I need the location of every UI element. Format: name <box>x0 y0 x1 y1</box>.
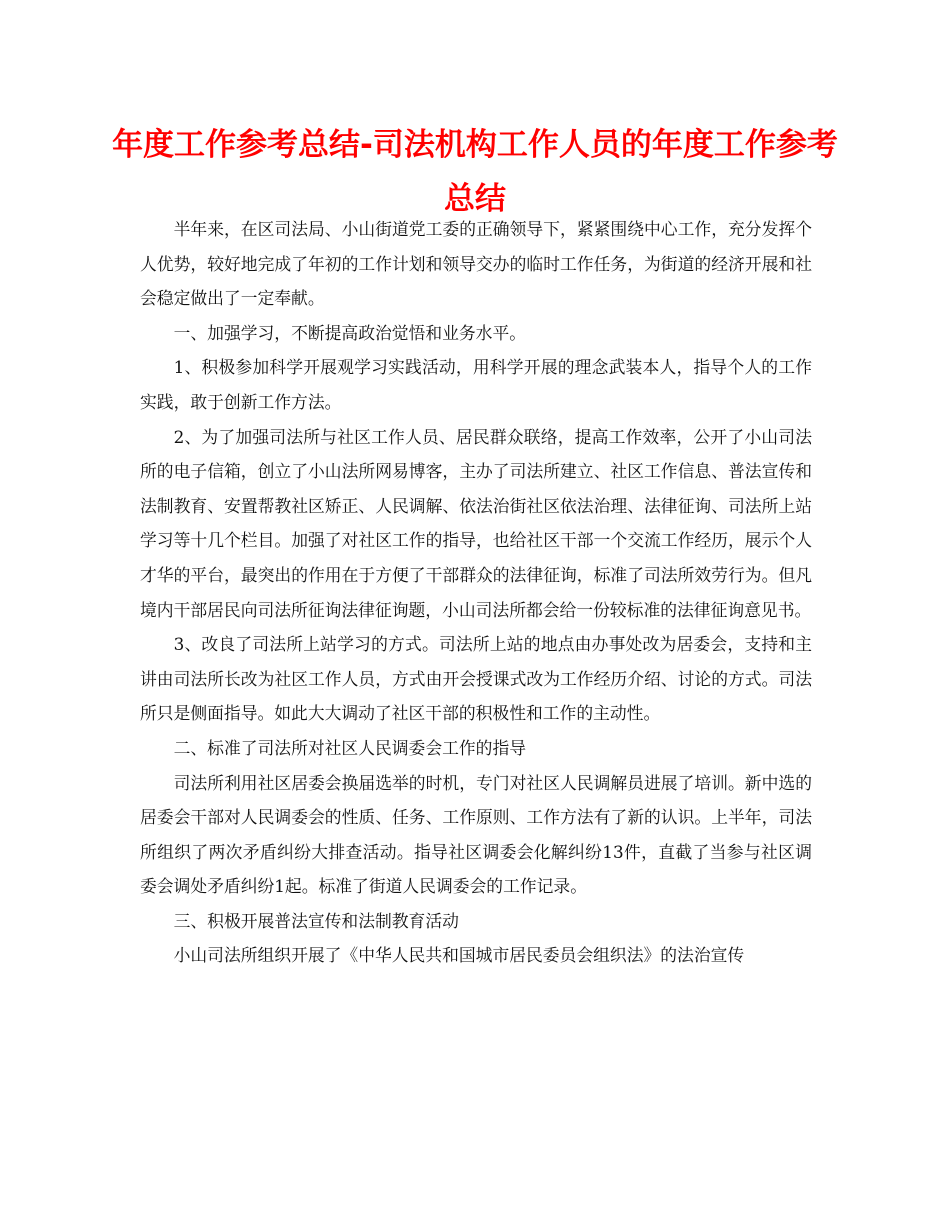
paragraph-item-3: 3、改良了司法所上站学习的方式。司法所上站的地点由办事处改为居委会，支持和主讲由司法所长改为社区工作人员，方式由开会授课式改为工作经历介绍、讨论的方式。司法所只是侧面指导。如此大大调动了社区干部的积极性和工作的主动性。 <box>140 634 812 724</box>
paragraph-item-1: 1、积极参加科学开展观学习实践活动，用科学开展的理念武装本人，指导个人的工作实践，敢于创新工作方法。 <box>140 357 812 412</box>
paragraph-intro: 半年来，在区司法局、小山街道党工委的正确领导下，紧紧围绕中心工作，充分发挥个人优势，较好地完成了年初的工作计划和领导交办的临时工作任务，为街道的经济开展和社会稳定做出了一定奉献。 <box>140 219 812 309</box>
document-title: 年度工作参考总结-司法机构工作人员的年度工作参考总结 <box>112 127 838 217</box>
paragraph-item-2: 2、为了加强司法所与社区工作人员、居民群众联络，提高工作效率，公开了小山司法所的电子信箱，创立了小山法所网易博客，主办了司法所建立、社区工作信息、普法宣传和法制教育、安置帮教社区矫正、人民调解、依法治街社区依法治理、法律征询、司法所上站学习等十几个栏目。加强了对社区工作的指导，也给社区干部一个交流工作经历，展示个人才华的平台，最突出的作用在于方便了干部群众的法律征询，标准了司法所效劳行为。但凡境内干部居民向司法所征询法律征询题，小山司法所都会给一份较标准的法律征询意见书。 <box>140 426 812 620</box>
section-heading-2: 二、标准了司法所对社区人民调委会工作的指导 <box>173 737 527 758</box>
document-body <box>140 212 812 973</box>
paragraph-mediation: 司法所利用社区居委会换届选举的时机，专门对社区人民调解员进展了培训。新中选的居委会干部对人民调委会的性质、任务、工作原则、工作方法有了新的认识。上半年，司法所组织了两次矛盾纠纷大排查活动。指导社区调委会化解纠纷13件，直截了当参与社区调委会调处矛盾纠纷1起。标准了街道人民调委会的工作记录。 <box>140 772 812 897</box>
section-heading-1: 一、加强学习，不断提高政治觉悟和业务水平。 <box>173 322 527 343</box>
section-heading-3: 三、积极开展普法宣传和法制教育活动 <box>173 910 459 931</box>
paragraph-publicity: 小山司法所组织开展了《中华人民共和国城市居民委员会组织法》的法治宣传 <box>173 945 745 966</box>
